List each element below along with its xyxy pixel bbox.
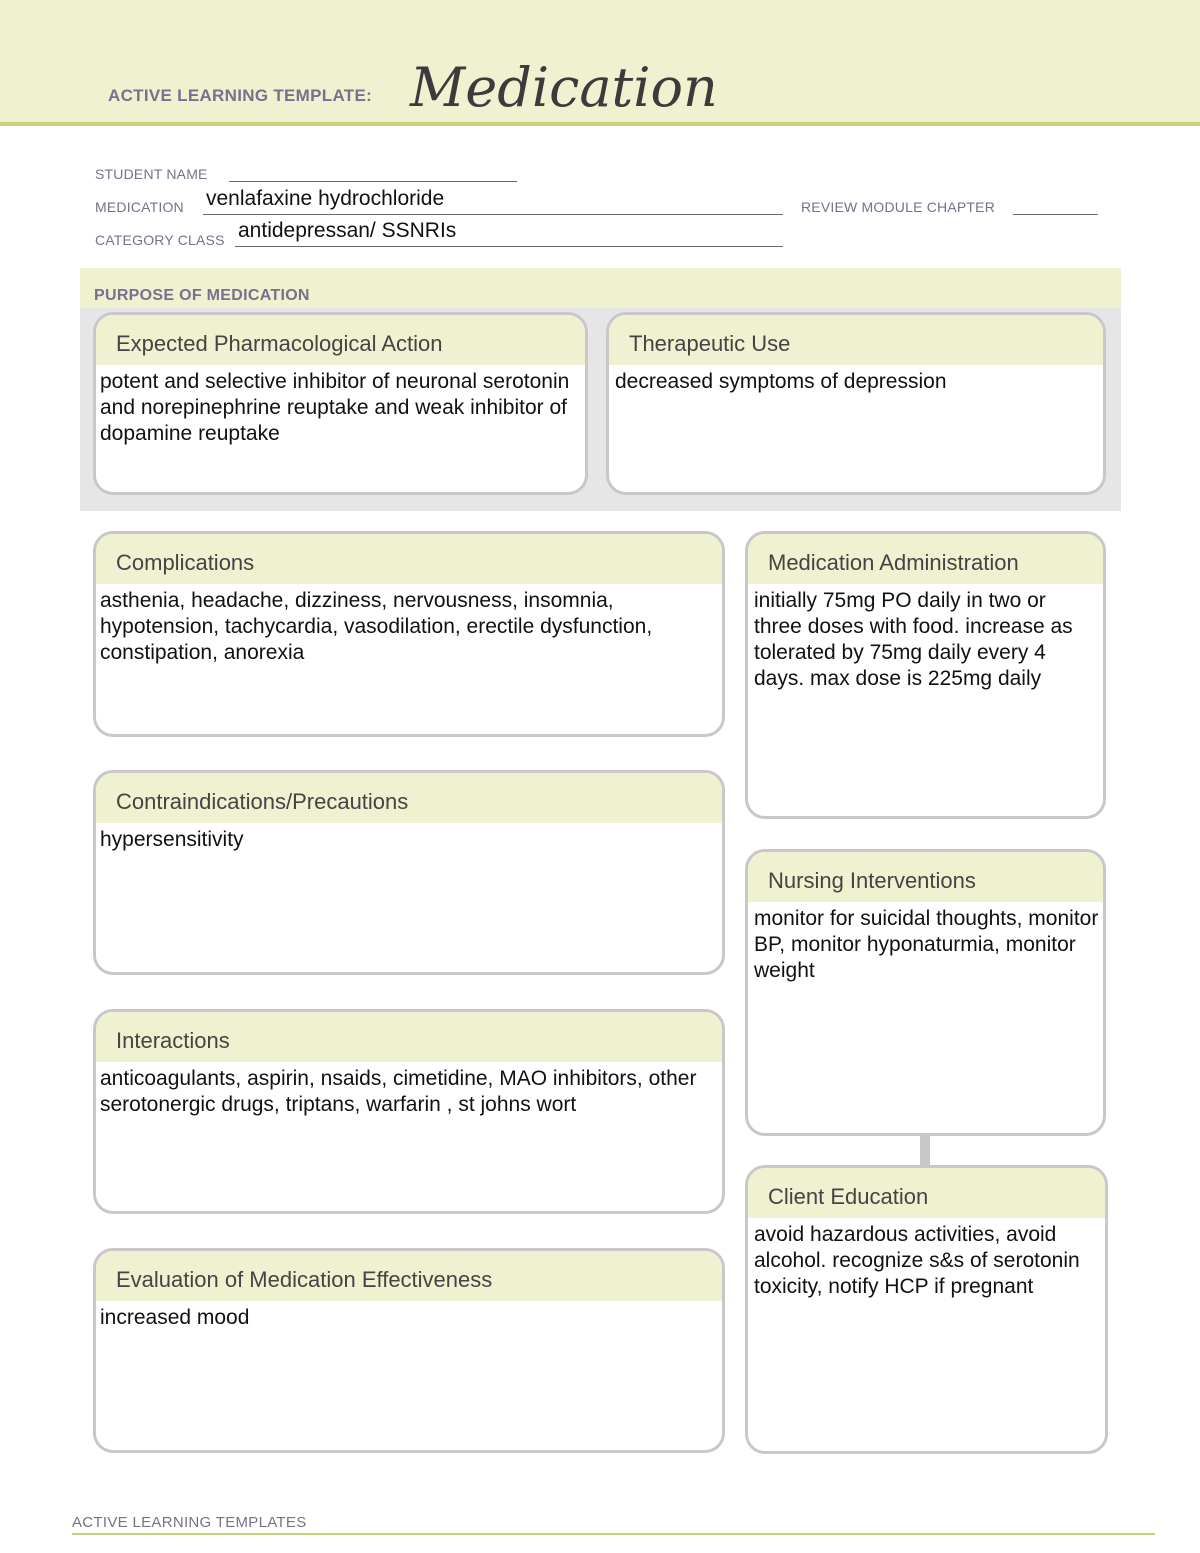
expected-action-title: Expected Pharmacological Action: [96, 315, 585, 365]
complications-box: [93, 531, 725, 737]
footer-divider: [72, 1533, 1155, 1535]
complications-body[interactable]: asthenia, headache, dizziness, nervousness, insomnia, hypotension, tachycardia, vasodilation, erectile dysfunction, constipation, anorexia: [100, 589, 653, 664]
medication-value: venlafaxine hydrochloride: [206, 187, 445, 210]
review-module-field[interactable]: [1013, 213, 1098, 215]
nursing-interventions-body[interactable]: monitor for suicidal thoughts, monitor BP, monitor hyponaturmia, monitor weight: [754, 907, 1099, 982]
footer-text: ACTIVE LEARNING TEMPLATES: [72, 1514, 307, 1531]
contraindications-box: [93, 770, 725, 975]
category-class-label: CATEGORY CLASS: [95, 232, 225, 248]
student-name-field[interactable]: [229, 180, 517, 182]
contraindications-body[interactable]: hypersensitivity: [100, 828, 244, 851]
student-name-label: STUDENT NAME: [95, 166, 208, 182]
contraindications-title: Contraindications/Precautions: [96, 773, 722, 823]
therapeutic-use-box: [606, 312, 1106, 495]
evaluation-box: [93, 1248, 725, 1453]
medication-administration-body[interactable]: initially 75mg PO daily in two or three doses with food. increase as tolerated by 75mg daily every 4 days. max dose is 225mg daily: [754, 589, 1073, 690]
connector-line: [920, 1134, 930, 1166]
therapeutic-use-title: Therapeutic Use: [609, 315, 1103, 365]
complications-title: Complications: [96, 534, 722, 584]
medication-administration-title: Medication Administration: [748, 534, 1103, 584]
review-module-label: REVIEW MODULE CHAPTER: [801, 199, 995, 215]
client-education-title: Client Education: [748, 1168, 1105, 1218]
medication-field[interactable]: [203, 213, 783, 215]
header-divider: [0, 122, 1200, 126]
expected-action-body[interactable]: potent and selective inhibitor of neuronal serotonin and norepinephrine reuptake and weak inhibitor of dopamine reuptake: [100, 370, 570, 445]
category-class-field[interactable]: [235, 245, 783, 247]
template-prefix: ACTIVE LEARNING TEMPLATE:: [108, 86, 373, 105]
purpose-label: PURPOSE OF MEDICATION: [94, 287, 310, 304]
expected-action-box: [93, 312, 588, 495]
interactions-body[interactable]: anticoagulants, aspirin, nsaids, cimetidine, MAO inhibitors, other serotonergic drugs, triptans, warfarin , st johns wort: [100, 1067, 697, 1116]
interactions-box: [93, 1009, 725, 1214]
category-class-value: antidepressan/ SSNRIs: [238, 219, 457, 242]
evaluation-title: Evaluation of Medication Effectiveness: [96, 1251, 722, 1301]
therapeutic-use-body[interactable]: decreased symptoms of depression: [615, 370, 947, 393]
interactions-title: Interactions: [96, 1012, 722, 1062]
medication-label: MEDICATION: [95, 199, 184, 215]
client-education-box: [745, 1165, 1108, 1454]
client-education-body[interactable]: avoid hazardous activities, avoid alcohol. recognize s&s of serotonin toxicity, notify HCP if pregnant: [754, 1223, 1080, 1298]
page-title: Medication: [410, 56, 718, 119]
medication-administration-box: [745, 531, 1106, 819]
nursing-interventions-box: [745, 849, 1106, 1136]
nursing-interventions-title: Nursing Interventions: [748, 852, 1103, 902]
evaluation-body[interactable]: increased mood: [100, 1306, 250, 1329]
